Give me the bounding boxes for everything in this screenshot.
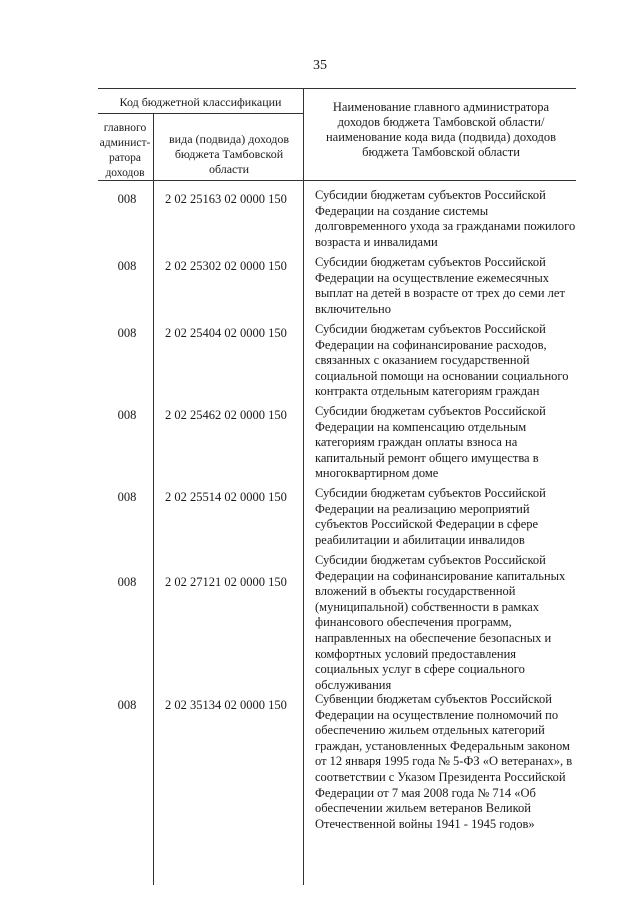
column-divider-2 — [303, 88, 304, 885]
header-col-admin: главного админист-ратора доходов — [99, 122, 151, 179]
row-4-admin-code: 008 — [117, 408, 137, 422]
header-col-name: Наименование главного администратора доходов бюджета Тамбовской области/наименование кода вида (подвида) доходов бюджета Тамбовской области — [325, 100, 556, 159]
header-col-code: вида (подвида) доходов бюджета Тамбовской области — [169, 132, 289, 176]
column-divider-1 — [153, 113, 154, 885]
header-bottom-border — [98, 180, 576, 181]
header-group-divider — [98, 113, 303, 114]
row-1-name: Субсидии бюджетам субъектов Российской Федерации на создание системы долговременного ухода за гражданами пожилого возраста и инвалидами — [315, 188, 576, 249]
row-6-admin-code: 008 — [117, 575, 137, 589]
row-3-admin-code: 008 — [117, 326, 137, 340]
row-5-admin-code: 008 — [117, 490, 137, 504]
row-7-income-code: 2 02 35134 02 0000 150 — [165, 698, 287, 712]
page-number: 35 — [313, 58, 327, 73]
row-4-name: Субсидии бюджетам субъектов Российской Федерации на компенсацию отдельным категориям граждан оплаты взноса на капитальный ремонт общего имущества в многоквартирном доме — [315, 404, 546, 481]
header-group-title: Код бюджетной классификации — [119, 95, 282, 109]
row-1-admin-code: 008 — [117, 192, 137, 206]
row-6-income-code: 2 02 27121 02 0000 150 — [165, 575, 287, 589]
row-7-admin-code: 008 — [117, 698, 137, 712]
row-3-name: Субсидии бюджетам субъектов Российской Федерации на софинансирование расходов, связанных с оказанием государственной социальной помощи на основании социального контракта отдельным категориям граждан — [315, 322, 569, 399]
row-3-income-code: 2 02 25404 02 0000 150 — [165, 326, 287, 340]
row-2-name: Субсидии бюджетам субъектов Российской Федерации на осуществление ежемесячных выплат на детей в возрасте от трех до семи лет включительно — [315, 255, 565, 316]
row-2-income-code: 2 02 25302 02 0000 150 — [165, 259, 287, 273]
row-4-income-code: 2 02 25462 02 0000 150 — [165, 408, 287, 422]
row-5-name: Субсидии бюджетам субъектов Российской Федерации на реализацию мероприятий субъектов Российской Федерации в сфере реабилитации и абилитации инвалидов — [315, 486, 546, 547]
row-6-name: Субсидии бюджетам субъектов Российской Федерации на софинансирование капитальных вложений в объекты государственной (муниципальной) собственности в рамках финансового обеспечения программ, направленных на обеспечение безопасных и комфортных условий предоставления социальных услуг в сфере социального обслуживания — [315, 553, 566, 692]
row-7-name: Субвенции бюджетам субъектов Российской Федерации на осуществление полномочий по обеспечению жильем отдельных категорий граждан, установленных Федеральным законом от 12 января 1995 года № 5-ФЗ «О ветеранах», в соответствии с Указом Президента Российской Федерации от 7 мая 2008 года № 714 «Об обеспечении жильем ветеранов Великой Отечественной войны 1941 - 1945 годов» — [315, 692, 573, 831]
table-top-border — [98, 88, 576, 89]
row-5-income-code: 2 02 25514 02 0000 150 — [165, 490, 287, 504]
row-1-income-code: 2 02 25163 02 0000 150 — [165, 192, 287, 206]
row-2-admin-code: 008 — [117, 259, 137, 273]
